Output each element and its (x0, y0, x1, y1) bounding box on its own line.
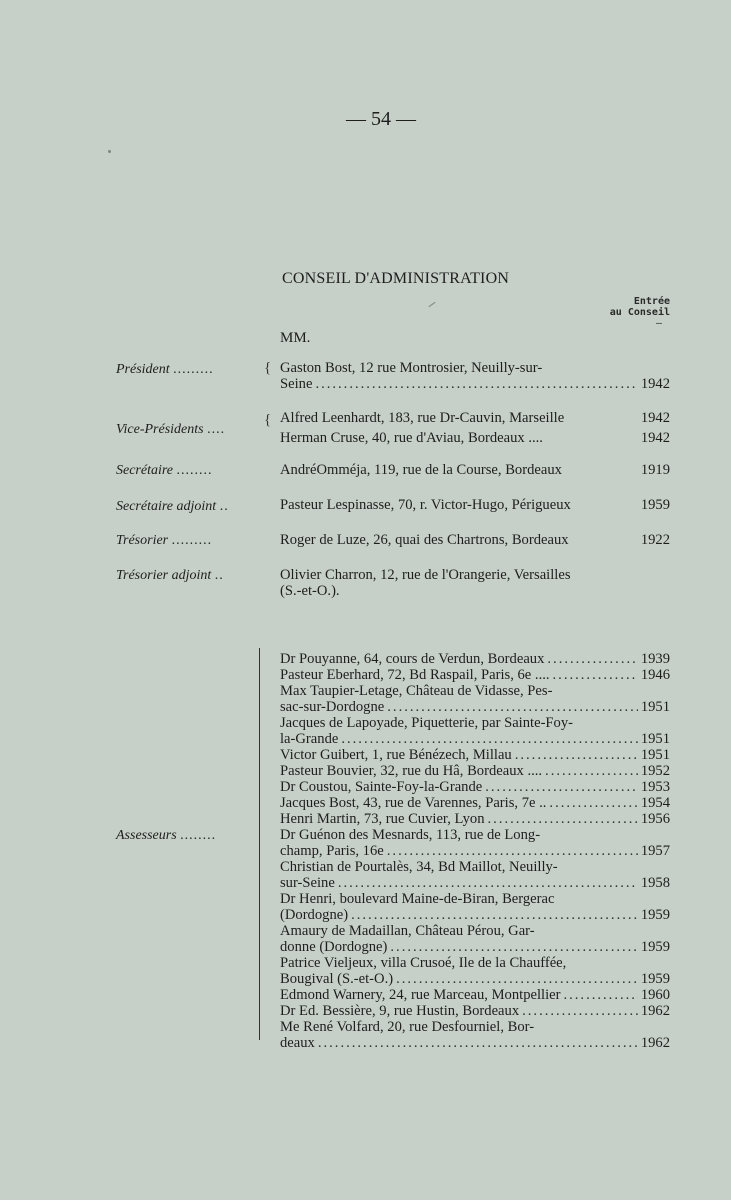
assesseur-text: Dr Coustou, Sainte-Foy-la-Grande (280, 779, 483, 795)
dot-leader (351, 907, 638, 923)
paper-speck (108, 150, 111, 153)
dot-leader (545, 763, 638, 779)
assesseur-year: 1957 (640, 843, 670, 859)
assesseur-line (280, 843, 670, 859)
assesseur-year: 1952 (640, 763, 670, 779)
mm-label: MM. (280, 330, 311, 346)
dot-leader (488, 811, 638, 827)
assesseur-line (280, 907, 670, 923)
assesseur-line (280, 667, 670, 683)
entry-line: Herman Cruse, 40, rue d'Aviau, Bordeaux .... 1942 (280, 430, 670, 446)
dot-leader (396, 971, 638, 987)
assesseur-line (280, 827, 670, 843)
brace-vice-presidents: { (264, 412, 272, 428)
assesseur-line (280, 939, 670, 955)
assesseur-line (280, 859, 670, 875)
assesseur-line (280, 987, 670, 1003)
dot-leader (515, 747, 638, 763)
entry-line: Olivier Charron, 12, rue de l'Orangerie, Versailles (280, 567, 571, 583)
entry-line: Alfred Leenhardt, 183, rue Dr-Cauvin, Marseille 1942 (280, 410, 670, 426)
assesseur-text: Christian de Pourtalès, 34, Bd Maillot, Neuilly- (280, 859, 558, 875)
entry-line: (S.-et-O.). (280, 583, 340, 599)
assesseur-text: Pasteur Eberhard, 72, Bd Raspail, Paris, 6e .... (280, 667, 550, 683)
assesseur-year: 1946 (640, 667, 670, 683)
assesseur-text: sac-sur-Dordogne (280, 699, 385, 715)
assesseur-text: Jacques de Lapoyade, Piquetterie, par Sainte-Foy- (280, 715, 573, 731)
assesseur-line (280, 715, 670, 731)
assesseur-text: Amaury de Madaillan, Château Pérou, Gar- (280, 923, 535, 939)
assesseur-line (280, 651, 670, 667)
entry-tresorier-adjoint (280, 567, 670, 599)
assesseur-text: (Dordogne) (280, 907, 349, 923)
dot-leader (553, 667, 638, 683)
assesseur-line (280, 971, 670, 987)
dot-leader (338, 875, 638, 891)
assesseur-text: champ, Paris, 16e (280, 843, 384, 859)
dot-leader (522, 1003, 638, 1019)
brace-president: { (264, 360, 272, 376)
entry-tresorier (280, 532, 670, 548)
assesseurs-bracket (259, 648, 260, 1040)
assesseur-line (280, 747, 670, 763)
assesseur-text: donne (Dordogne) (280, 939, 388, 955)
role-secretaire-adjoint: Secrétaire adjoint .. (116, 499, 229, 514)
dot-leader (387, 699, 638, 715)
assesseur-text: Henri Martin, 73, rue Cuvier, Lyon (280, 811, 485, 827)
assesseur-year: 1959 (640, 971, 670, 987)
assesseur-line (280, 875, 670, 891)
assesseur-text: Dr Ed. Bessière, 9, rue Hustin, Bordeaux (280, 1003, 520, 1019)
entree-au-conseil-label (600, 296, 670, 329)
assesseur-line (280, 795, 670, 811)
assesseur-text: Pasteur Bouvier, 32, rue du Hâ, Bordeaux .... (280, 763, 543, 779)
assesseur-text: la-Grande (280, 731, 339, 747)
assesseur-year: 1958 (640, 875, 670, 891)
assesseur-line (280, 1003, 670, 1019)
dot-leader (387, 843, 638, 859)
assesseur-line (280, 923, 670, 939)
assesseur-year: 1951 (640, 731, 670, 747)
entry-line: Pasteur Lespinasse, 70, r. Victor-Hugo, Périgueux 1959 (280, 497, 670, 513)
entry-line: Seine ..... 1942 (280, 376, 670, 392)
assesseur-text: Dr Guénon des Mesnards, 113, rue de Long- (280, 827, 541, 843)
assesseur-year: 1951 (640, 699, 670, 715)
assesseur-line (280, 779, 670, 795)
dot-leader (318, 1035, 638, 1051)
assesseur-line (280, 1035, 670, 1051)
role-assesseurs: Assesseurs ........ (116, 828, 217, 843)
paper-speck (428, 302, 435, 307)
dot-leader (549, 795, 637, 811)
assesseur-year: 1962 (640, 1035, 670, 1051)
dot-leader (563, 987, 637, 1003)
assesseur-text: Victor Guibert, 1, rue Bénézech, Millau (280, 747, 512, 763)
role-vice-presidents: Vice-Présidents .... (116, 422, 226, 437)
assesseurs-list (280, 651, 670, 1051)
assesseur-line (280, 955, 670, 971)
assesseur-text: Dr Henri, boulevard Maine-de-Biran, Bergerac (280, 891, 555, 907)
assesseur-text: Me René Volfard, 20, rue Desfourniel, Bor- (280, 1019, 535, 1035)
entree-label-line-1: Entrée (633, 296, 670, 307)
assesseur-year: 1960 (640, 987, 670, 1003)
entree-dash: — (655, 318, 662, 329)
assesseur-text: Bougival (S.-et-O.) (280, 971, 394, 987)
role-secretaire: Secrétaire ........ (116, 463, 213, 478)
assesseur-line (280, 891, 670, 907)
assesseur-text: Edmond Warnery, 24, rue Marceau, Montpellier (280, 987, 561, 1003)
assesseur-text: Jacques Bost, 43, rue de Varennes, Paris, 7e .. (280, 795, 547, 811)
assesseur-line (280, 763, 670, 779)
assesseur-line (280, 699, 670, 715)
assesseur-year: 1953 (640, 779, 670, 795)
section-heading: CONSEIL D'ADMINISTRATION (282, 270, 510, 287)
assesseur-year: 1959 (640, 907, 670, 923)
assesseur-text: sur-Seine (280, 875, 335, 891)
assesseur-year: 1954 (640, 795, 670, 811)
role-tresorier: Trésorier ......... (116, 533, 213, 548)
entry-secretaire-adjoint (280, 497, 670, 513)
assesseur-line (280, 811, 670, 827)
assesseur-text: Dr Pouyanne, 64, cours de Verdun, Bordeaux (280, 651, 545, 667)
dot-leader (390, 939, 637, 955)
assesseur-year: 1939 (640, 651, 670, 667)
entree-label-line-2: au Conseil (609, 307, 670, 318)
assesseur-text: deaux (280, 1035, 315, 1051)
assesseur-text: Max Taupier-Letage, Château de Vidasse, Pes- (280, 683, 553, 699)
assesseur-year: 1951 (640, 747, 670, 763)
assesseur-year: 1962 (640, 1003, 670, 1019)
dot-leader (341, 731, 637, 747)
entry-vice-presidents (280, 410, 670, 450)
assesseur-year: 1956 (640, 811, 670, 827)
assesseur-line (280, 1019, 670, 1035)
assesseur-line (280, 683, 670, 699)
assesseur-year: 1959 (640, 939, 670, 955)
assesseur-line (280, 731, 670, 747)
dot-leader (547, 651, 637, 667)
entry-line: AndréOmméja, 119, rue de la Course, Bordeaux 1919 (280, 462, 670, 478)
dot-leader (485, 779, 638, 795)
entry-secretaire (280, 462, 670, 478)
entry-president (280, 360, 670, 392)
role-tresorier-adjoint: Trésorier adjoint .. (116, 568, 224, 583)
role-president: Président ......... (116, 362, 214, 377)
entry-line: Gaston Bost, 12 rue Montrosier, Neuilly-sur- (280, 360, 543, 376)
entry-line: Roger de Luze, 26, quai des Chartrons, Bordeaux 1922 (280, 532, 670, 548)
assesseur-text: Patrice Vieljeux, villa Crusoé, Ile de la Chauffée, (280, 955, 567, 971)
